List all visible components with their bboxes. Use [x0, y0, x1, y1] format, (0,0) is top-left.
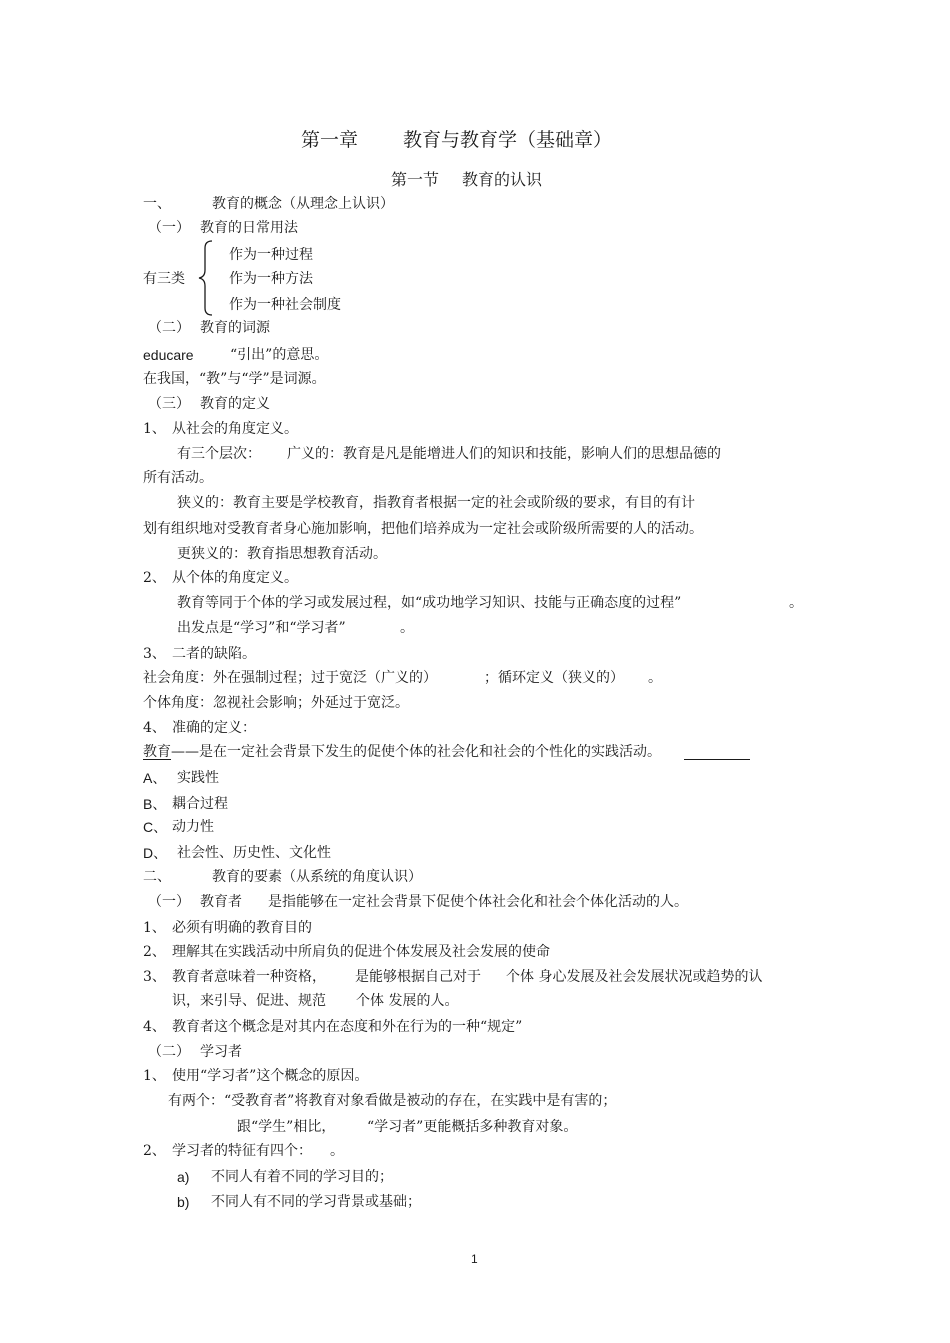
part-two-number: 二、: [143, 869, 171, 885]
educator-number: （一）: [148, 894, 190, 910]
learner-item: 学习者的特征有四个：: [172, 1143, 312, 1159]
usage-item: 作为一种方法: [229, 271, 313, 287]
individual-angle-flaw: 个体角度：忽视社会影响；外延过于宽泛。: [143, 695, 409, 711]
educator-item: 教育者这个概念是对其内在态度和外在行为的一种“规定”: [172, 1019, 523, 1035]
learner-item: 使用“学习者”这个概念的原因。: [172, 1068, 369, 1084]
educare-meaning: “引出”的意思。: [230, 347, 329, 363]
property-text: 实践性: [177, 770, 219, 786]
def-two-text: 从个体的角度定义。: [172, 570, 298, 586]
educator-qualification-c: 个体 身心发展及社会发展状况或趋势的认: [506, 969, 763, 985]
educator-term: 教育者: [200, 894, 242, 910]
sub-one-heading: 教育的日常用法: [200, 220, 298, 236]
china-origin: 在我国，“教”与“学”是词源。: [143, 371, 326, 387]
educator-item-number: 1、: [143, 920, 166, 936]
social-angle-flaw-b: ；循环定义（狭义的）: [484, 670, 624, 686]
sub-three-heading: 教育的定义: [200, 396, 270, 412]
sub-one-number: （一）: [148, 220, 190, 236]
educator-qualification-e: 个体 发展的人。: [356, 993, 459, 1009]
feature-letter: a): [177, 1169, 190, 1185]
educator-item-number: 4、: [143, 1019, 166, 1035]
definition-term: 教育: [143, 744, 171, 760]
educator-qualification-d: 识，来引导、促进、规范: [172, 993, 326, 1009]
definition-dash: ——是: [171, 744, 213, 760]
social-angle-flaw: 社会角度：外在强制过程；过于宽泛（广义的）: [143, 670, 437, 686]
part-one-number: 一、: [143, 196, 171, 212]
part-two-heading: 教育的要素（从系统的角度认识）: [212, 869, 422, 885]
section-number: 第一节: [391, 170, 440, 189]
period-mark: 。: [330, 1143, 344, 1159]
individual-definition: 教育等同于个体的学习或发展过程，如“成功地学习知识、技能与正确态度的过程”: [177, 595, 682, 611]
learner-reason-two: 跟“学生”相比，: [237, 1119, 336, 1135]
feature-letter: b): [177, 1194, 190, 1210]
property-text: 动力性: [172, 819, 214, 835]
property-text: 社会性、历史性、文化性: [177, 845, 331, 861]
narrow-definition: 狭义的：教育主要是学校教育，指教育者根据一定的社会或阶级的要求，有目的有计: [177, 495, 695, 511]
usage-item: 作为一种过程: [229, 247, 313, 263]
narrow-definition-cont: 划有组织地对受教育者身心施加影响，把他们培养成为一定社会或阶级所需要的人的活动。: [143, 521, 703, 537]
feature-text: 不同人有着不同的学习目的；: [211, 1169, 393, 1185]
def-two-number: 2、: [143, 570, 166, 586]
blank-underline: [684, 759, 750, 760]
learner-reason-two-cont: “学习者”更能概括多种教育对象。: [367, 1119, 578, 1135]
property-letter: C、: [143, 819, 168, 835]
learner-heading: 学习者: [200, 1044, 242, 1060]
educator-item-number: 2、: [143, 944, 166, 960]
learner-reason-one: 有两个：“受教育者”将教育对象看做是被动的存在，在实践中是有害的；: [168, 1093, 617, 1109]
sub-three-number: （三）: [148, 396, 190, 412]
learner-item-number: 1、: [143, 1068, 166, 1084]
educator-qualification-b: 是能够根据自己对于: [355, 969, 481, 985]
sub-two-heading: 教育的词源: [200, 320, 270, 336]
learner-number: （二）: [148, 1044, 190, 1060]
def-four-number: 4、: [143, 720, 166, 736]
educator-definition: 是指能够在一定社会背景下促使个体社会化和社会个体化活动的人。: [268, 894, 688, 910]
chapter-number: 第一章: [301, 129, 359, 151]
period-mark: 。: [789, 595, 803, 611]
broad-definition: 广义的：教育是凡是能增进人们的知识和技能，影响人们的思想品德的: [287, 446, 721, 462]
educator-item: 理解其在实践活动中所肩负的促进个体发展及社会发展的使命: [172, 944, 550, 960]
part-one-heading: 教育的概念（从理念上认识）: [212, 196, 394, 212]
def-one-number: 1、: [143, 421, 166, 437]
narrower-definition: 更狭义的：教育指思想教育活动。: [177, 546, 387, 562]
section-title: 教育的认识: [462, 170, 543, 189]
learner-item-number: 2、: [143, 1143, 166, 1159]
property-letter: D、: [143, 845, 168, 861]
usage-item: 作为一种社会制度: [229, 297, 341, 313]
def-one-text: 从社会的角度定义。: [172, 421, 298, 437]
period-mark: 。: [648, 670, 662, 686]
educare-word: educare: [143, 347, 194, 363]
starting-point: 出发点是“学习”和“学习者”: [177, 620, 346, 636]
property-letter: A、: [143, 770, 167, 786]
property-letter: B、: [143, 796, 167, 812]
three-kinds-label: 有三类: [143, 271, 185, 287]
definition-line: [143, 743, 661, 761]
curly-brace-icon: [198, 240, 214, 316]
broad-definition-cont: 所有活动。: [143, 470, 213, 486]
sub-two-number: （二）: [148, 320, 190, 336]
chapter-title: 教育与教育学（基础章）: [403, 129, 613, 151]
levels-label: 有三个层次：: [177, 446, 261, 462]
feature-text: 不同人有不同的学习背景或基础；: [211, 1194, 421, 1210]
educator-qualification: 教育者意味着一种资格，: [172, 969, 326, 985]
period-mark: 。: [400, 620, 414, 636]
def-three-text: 二者的缺陷。: [172, 646, 256, 662]
definition-body: 在一定社会背景下发生的促使个体的社会化和社会的个性化的实践活动。: [213, 744, 661, 760]
property-text: 耦合过程: [172, 796, 228, 812]
def-four-text: 准确的定义：: [172, 720, 256, 736]
educator-item-number: 3、: [143, 969, 166, 985]
educator-item: 必须有明确的教育目的: [172, 920, 312, 936]
page-number: 1: [471, 1252, 478, 1266]
def-three-number: 3、: [143, 646, 166, 662]
